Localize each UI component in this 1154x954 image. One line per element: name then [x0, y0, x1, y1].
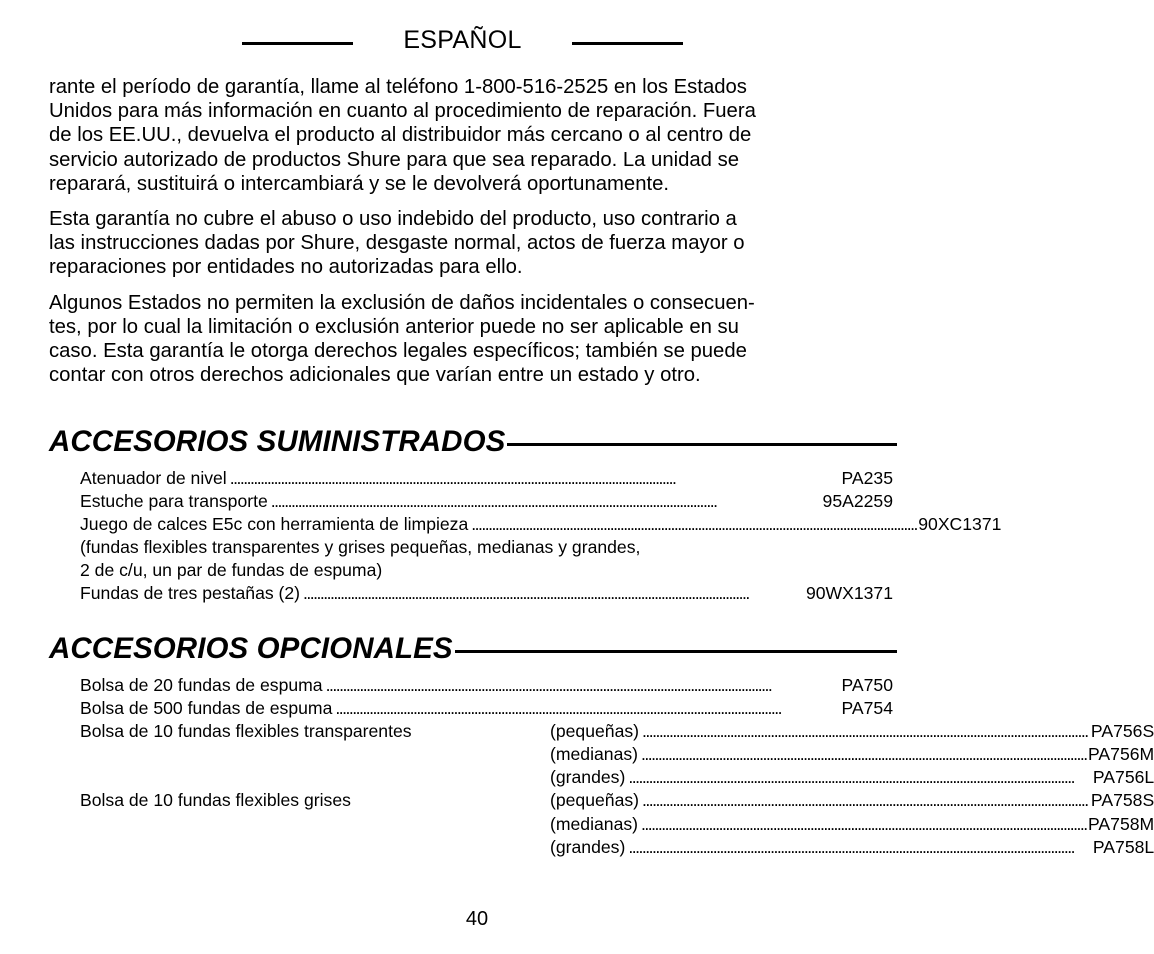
item-code: 95A2259	[822, 491, 893, 512]
supplied-accessories-heading	[49, 422, 897, 462]
optional-accessories-list	[80, 674, 1154, 859]
item-code: PA756S	[1090, 721, 1154, 742]
leader-dots	[471, 513, 915, 536]
size-label: (pequeñas)	[550, 790, 640, 811]
warranty-text	[49, 75, 899, 398]
page-header	[0, 26, 954, 56]
item-note-line: (fundas flexibles transparentes y grises pequeñas, medianas y grandes,	[80, 537, 641, 558]
item-label: Bolsa de 20 fundas de espuma	[80, 675, 323, 695]
text-line: las instrucciones dadas por Shure, desgaste normal, actos de fuerza mayor o	[49, 232, 745, 255]
item-code: PA758M	[1088, 813, 1154, 834]
heading-rule	[507, 443, 897, 446]
size-label: (medianas)	[550, 744, 639, 765]
heading-rule	[455, 650, 897, 653]
text-line: rante el período de garantía, llame al teléfono 1-800-516-2525 en los Estados	[49, 76, 747, 98]
text-line: tes, por lo cual la limitación o exclusión anterior puede no ser aplicable en su	[49, 315, 739, 338]
header-rule-left	[242, 42, 353, 45]
leader-dots	[642, 789, 1088, 812]
leader-dots	[628, 766, 1090, 789]
size-item	[550, 836, 1154, 859]
item-code: PA756M	[1088, 744, 1154, 765]
optional-accessories-heading	[49, 629, 897, 669]
item-code: PA756L	[1092, 767, 1154, 788]
text-line: Algunos Estados no permiten la exclusión de daños incidentales o consecuen-	[49, 291, 755, 314]
item-note-line: 2 de c/u, un par de fundas de espuma)	[80, 560, 383, 581]
size-list	[550, 789, 1154, 858]
group-label: Bolsa de 10 fundas flexibles transparentes	[80, 721, 412, 742]
section-title: ACCESORIOS OPCIONALES	[49, 632, 453, 665]
leader-dots	[641, 743, 1085, 766]
paragraph	[49, 75, 899, 196]
item-label: Bolsa de 500 fundas de espuma	[80, 698, 333, 719]
item-code: PA754	[841, 698, 893, 719]
list-item	[80, 490, 893, 513]
header-rule-right	[572, 42, 683, 45]
leader-dots	[642, 720, 1088, 743]
item-label: Atenuador de nivel	[80, 468, 227, 488]
item-label: Estuche para transporte	[80, 491, 268, 512]
list-item	[80, 467, 893, 490]
item-code: PA758S	[1090, 790, 1154, 811]
list-item	[80, 513, 1002, 536]
paragraph	[49, 207, 899, 280]
item-code: 90WX1371	[805, 583, 893, 604]
size-group	[80, 789, 1154, 858]
size-label: (pequeñas)	[550, 721, 640, 742]
size-item	[550, 766, 1154, 789]
size-item	[550, 789, 1154, 812]
text-line: reparaciones por entidades no autorizadas para ello.	[49, 256, 523, 279]
item-code: PA750	[841, 675, 893, 695]
leader-dots	[335, 697, 838, 720]
leader-dots	[641, 813, 1085, 836]
item-label: Fundas de tres pestañas (2)	[80, 583, 301, 604]
supplied-accessories-list	[80, 467, 1002, 606]
leader-dots	[230, 467, 839, 490]
text-line: servicio autorizado de productos Shure para que sea reparado. La unidad se	[49, 148, 740, 171]
text-line: Unidos para más información en cuanto al procedimiento de reparación. Fuera	[49, 100, 756, 123]
group-label: Bolsa de 10 fundas flexibles grises	[80, 790, 351, 811]
size-label: (grandes)	[550, 836, 626, 857]
item-label: Juego de calces E5c con herramienta de limpieza	[80, 514, 469, 535]
paragraph	[49, 291, 899, 388]
size-item	[550, 813, 1154, 836]
list-item	[80, 674, 893, 697]
size-label: (grandes)	[550, 767, 626, 788]
language-label: ESPAÑOL	[403, 26, 522, 54]
text-line: contar con otros derechos adicionales que varían entre un estado y otro.	[49, 364, 701, 387]
item-code: PA235	[841, 468, 893, 488]
list-item	[80, 582, 893, 605]
leader-dots	[628, 836, 1090, 859]
size-list	[550, 720, 1154, 789]
item-code: PA758L	[1092, 836, 1154, 857]
item-code: 90XC1371	[918, 514, 1002, 535]
size-item	[550, 743, 1154, 766]
list-item	[80, 697, 893, 720]
text-line: Esta garantía no cubre el abuso o uso indebido del producto, uso contrario a	[49, 208, 737, 231]
size-item	[550, 720, 1154, 743]
leader-dots	[326, 674, 839, 697]
size-label: (medianas)	[550, 813, 639, 834]
leader-dots	[303, 582, 803, 605]
size-group	[80, 720, 1154, 789]
text-line: reparará, sustituirá o intercambiará y se le devolverá oportunamente.	[49, 172, 670, 195]
text-line: de los EE.UU., devuelva el producto al distribuidor más cercano o al centro de	[49, 124, 752, 147]
leader-dots	[271, 490, 820, 513]
text-line: caso. Esta garantía le otorga derechos legales específicos; también se puede	[49, 340, 747, 363]
section-title: ACCESORIOS SUMINISTRADOS	[49, 425, 506, 458]
page-number: 40	[465, 908, 489, 930]
